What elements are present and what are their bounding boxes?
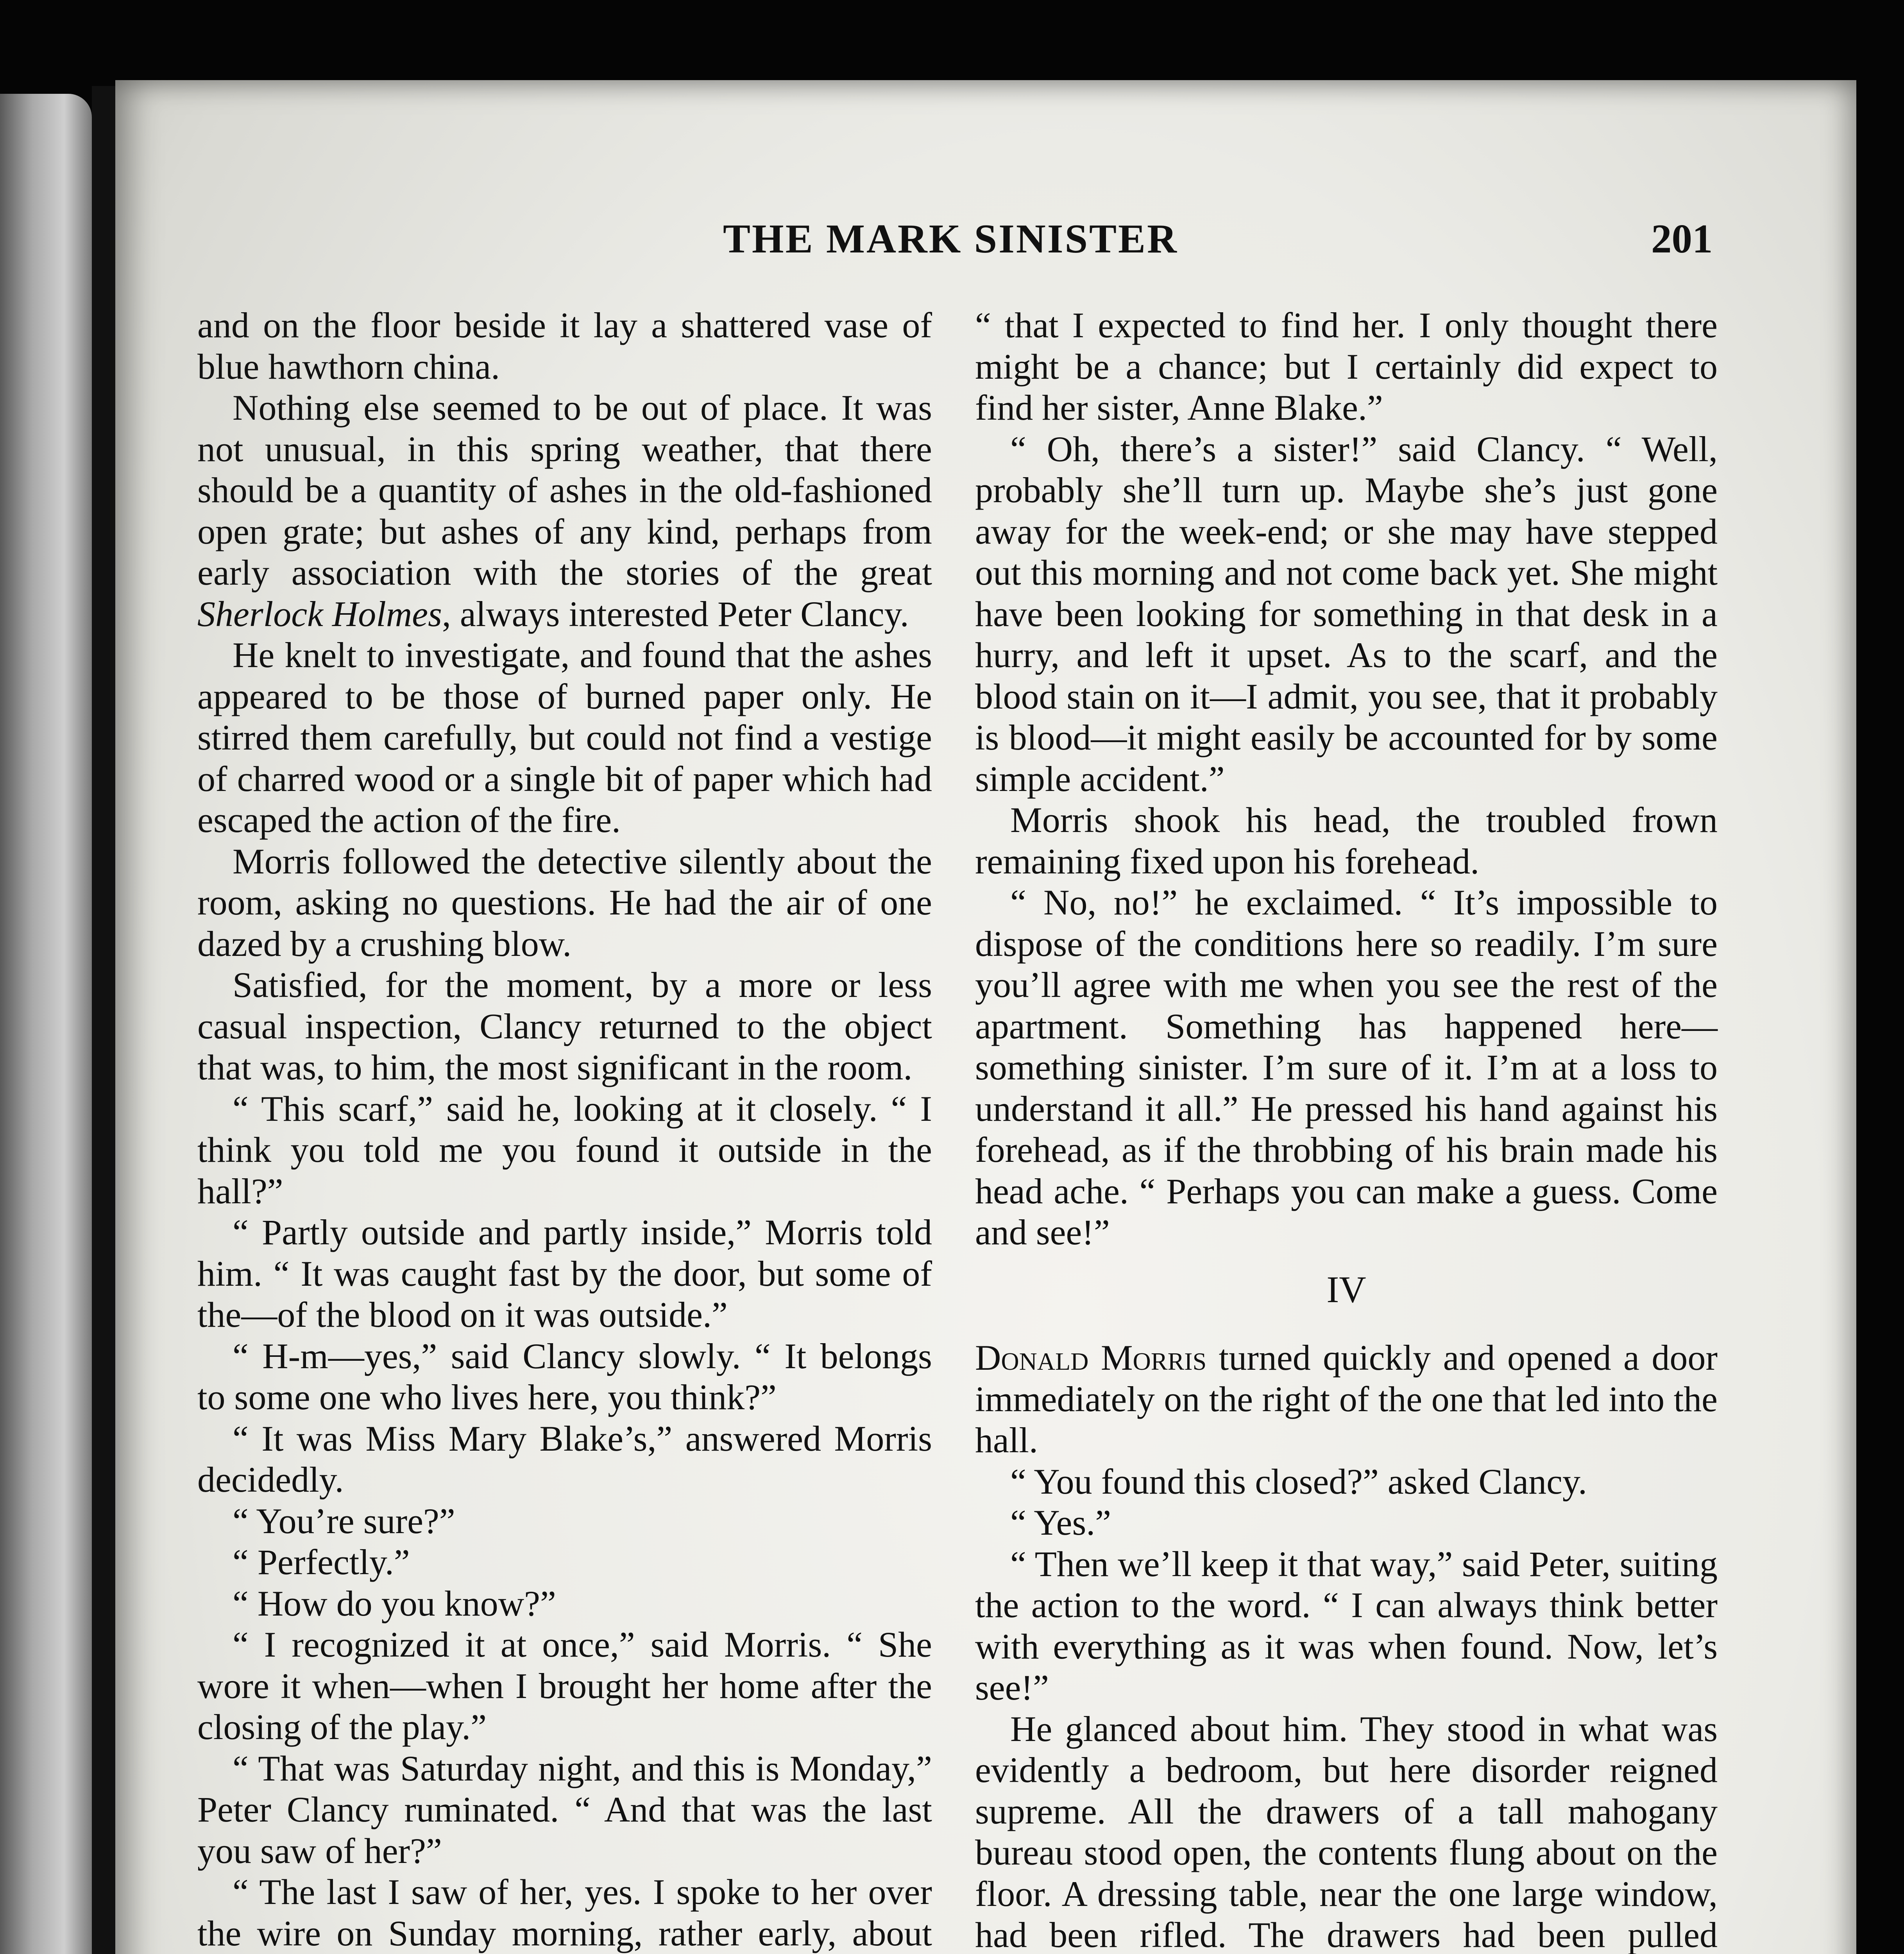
- paragraph: “ that I expected to find her. I only thought there might be a chance; but I certainly did expect to find her sister, Anne Blake.”: [975, 305, 1718, 428]
- italic-name: Sherlock Holmes: [197, 594, 442, 634]
- paragraph: and on the floor beside it lay a shattered vase of blue hawthorn china.: [197, 305, 932, 387]
- facing-page-edge: [0, 94, 92, 1954]
- paragraph: “ Perfectly.”: [233, 1542, 410, 1582]
- paragraph: “ Yes.”: [1010, 1503, 1111, 1542]
- paragraph: He glanced about him. They stood in what was evidently a bedroom, but here disorder reigned supreme. All the drawers of a tall mahogany bureau stood open, the contents flung about on the floor. A dressing table, near the one large window, had been rifled. The drawers had been pulled: [975, 1709, 1718, 1954]
- section-opening-paragraph: [975, 1337, 1718, 1461]
- paragraph: Nothing else seemed to be out of place. It was not unusual, in this spring weather, that there should be a quantity of ashes in the old-fashioned open grate; but ashes of any kind, perhaps from early association with the stories of the great Sherlock Holmes, always interested Peter Clancy.: [197, 388, 932, 634]
- running-title: THE MARK SINISTER: [723, 216, 1178, 261]
- paragraph: Satisfied, for the moment, by a more or less casual inspection, Clancy returned to the object that was, to him, the most significant in the room.: [197, 965, 932, 1087]
- paragraph: “ This scarf,” said he, looking at it closely. “ I think you told me you found it outside in the hall?”: [197, 1088, 932, 1211]
- paragraph: Morris followed the detective silently about the room, asking no questions. He had the air of one dazed by a crushing blow.: [197, 841, 932, 964]
- page-number: 201: [1651, 216, 1713, 261]
- right-column: [975, 305, 1718, 1954]
- paragraph: “ No, no!” he exclaimed. “ It’s impossible to dispose of the conditions here so readily. I’m sure you’ll agree with me when you see the rest of the apartment. Something has happened here—something sinister. I’m sure of it. I’m at a loss to understand it all.” He pressed his hand against his forehead, as if the throbbing of his brain made his head ache. “ Perhaps you can make a guess. Come and see!”: [975, 882, 1718, 1252]
- book-page: [115, 80, 1856, 1954]
- paragraph: He knelt to investigate, and found that the ashes appeared to be those of burned paper only. He stirred them carefully, but could not find a vestige of charred wood or a single bit of paper which had escaped the action of the fire.: [197, 635, 932, 840]
- book-gutter: [92, 86, 115, 1954]
- paragraph: “ You found this closed?” asked Clancy.: [1010, 1461, 1587, 1501]
- paragraph: “ Partly outside and partly inside,” Morris told him. “ It was caught fast by the door, but some of the—of the blood on it was outside.”: [197, 1212, 932, 1335]
- small-caps-lead-in: Donald Morris: [975, 1338, 1207, 1378]
- paragraph: “ The last I saw of her, yes. I spoke to her over the wire on Sunday morning, rather early, about: [197, 1872, 932, 1953]
- paragraph: “ It was Miss Mary Blake’s,” answered Morris decidedly.: [197, 1418, 932, 1499]
- left-column: [197, 305, 932, 1954]
- paragraph: “ I recognized it at once,” said Morris. “ She wore it when—when I brought her home after the closing of the play.”: [197, 1625, 932, 1747]
- paragraph: Morris shook his head, the troubled frown remaining fixed upon his forehead.: [975, 800, 1718, 881]
- paragraph: “ How do you know?”: [233, 1583, 556, 1623]
- paragraph: “ Oh, there’s a sister!” said Clancy. “ Well, probably she’ll turn up. Maybe she’s just gone away for the week-end; or she may have stepped out this morning and not come back yet. She might have been looking for something in that desk in a hurry, and left it upset. As to the scarf, and the blood stain on it—I admit, you see, that it probably is blood—it might easily be accounted for by some simple accident.”: [975, 429, 1718, 799]
- paragraph: “ You’re sure?”: [233, 1501, 455, 1541]
- paragraph: “ Then we’ll keep it that way,” said Peter, suiting the action to the word. “ I can always think better with everything as it was when found. Now, let’s see!”: [975, 1544, 1718, 1707]
- paragraph: “ H-m—yes,” said Clancy slowly. “ It belongs to some one who lives here, you think?”: [197, 1336, 932, 1417]
- section-heading: IV: [1326, 1268, 1366, 1310]
- paragraph: “ That was Saturday night, and this is Monday,” Peter Clancy ruminated. “ And that was the last you saw of her?”: [197, 1748, 932, 1871]
- section-opening-text: turned quickly and opened a door immediately on the right of the one that led into the hall.: [975, 1338, 1718, 1460]
